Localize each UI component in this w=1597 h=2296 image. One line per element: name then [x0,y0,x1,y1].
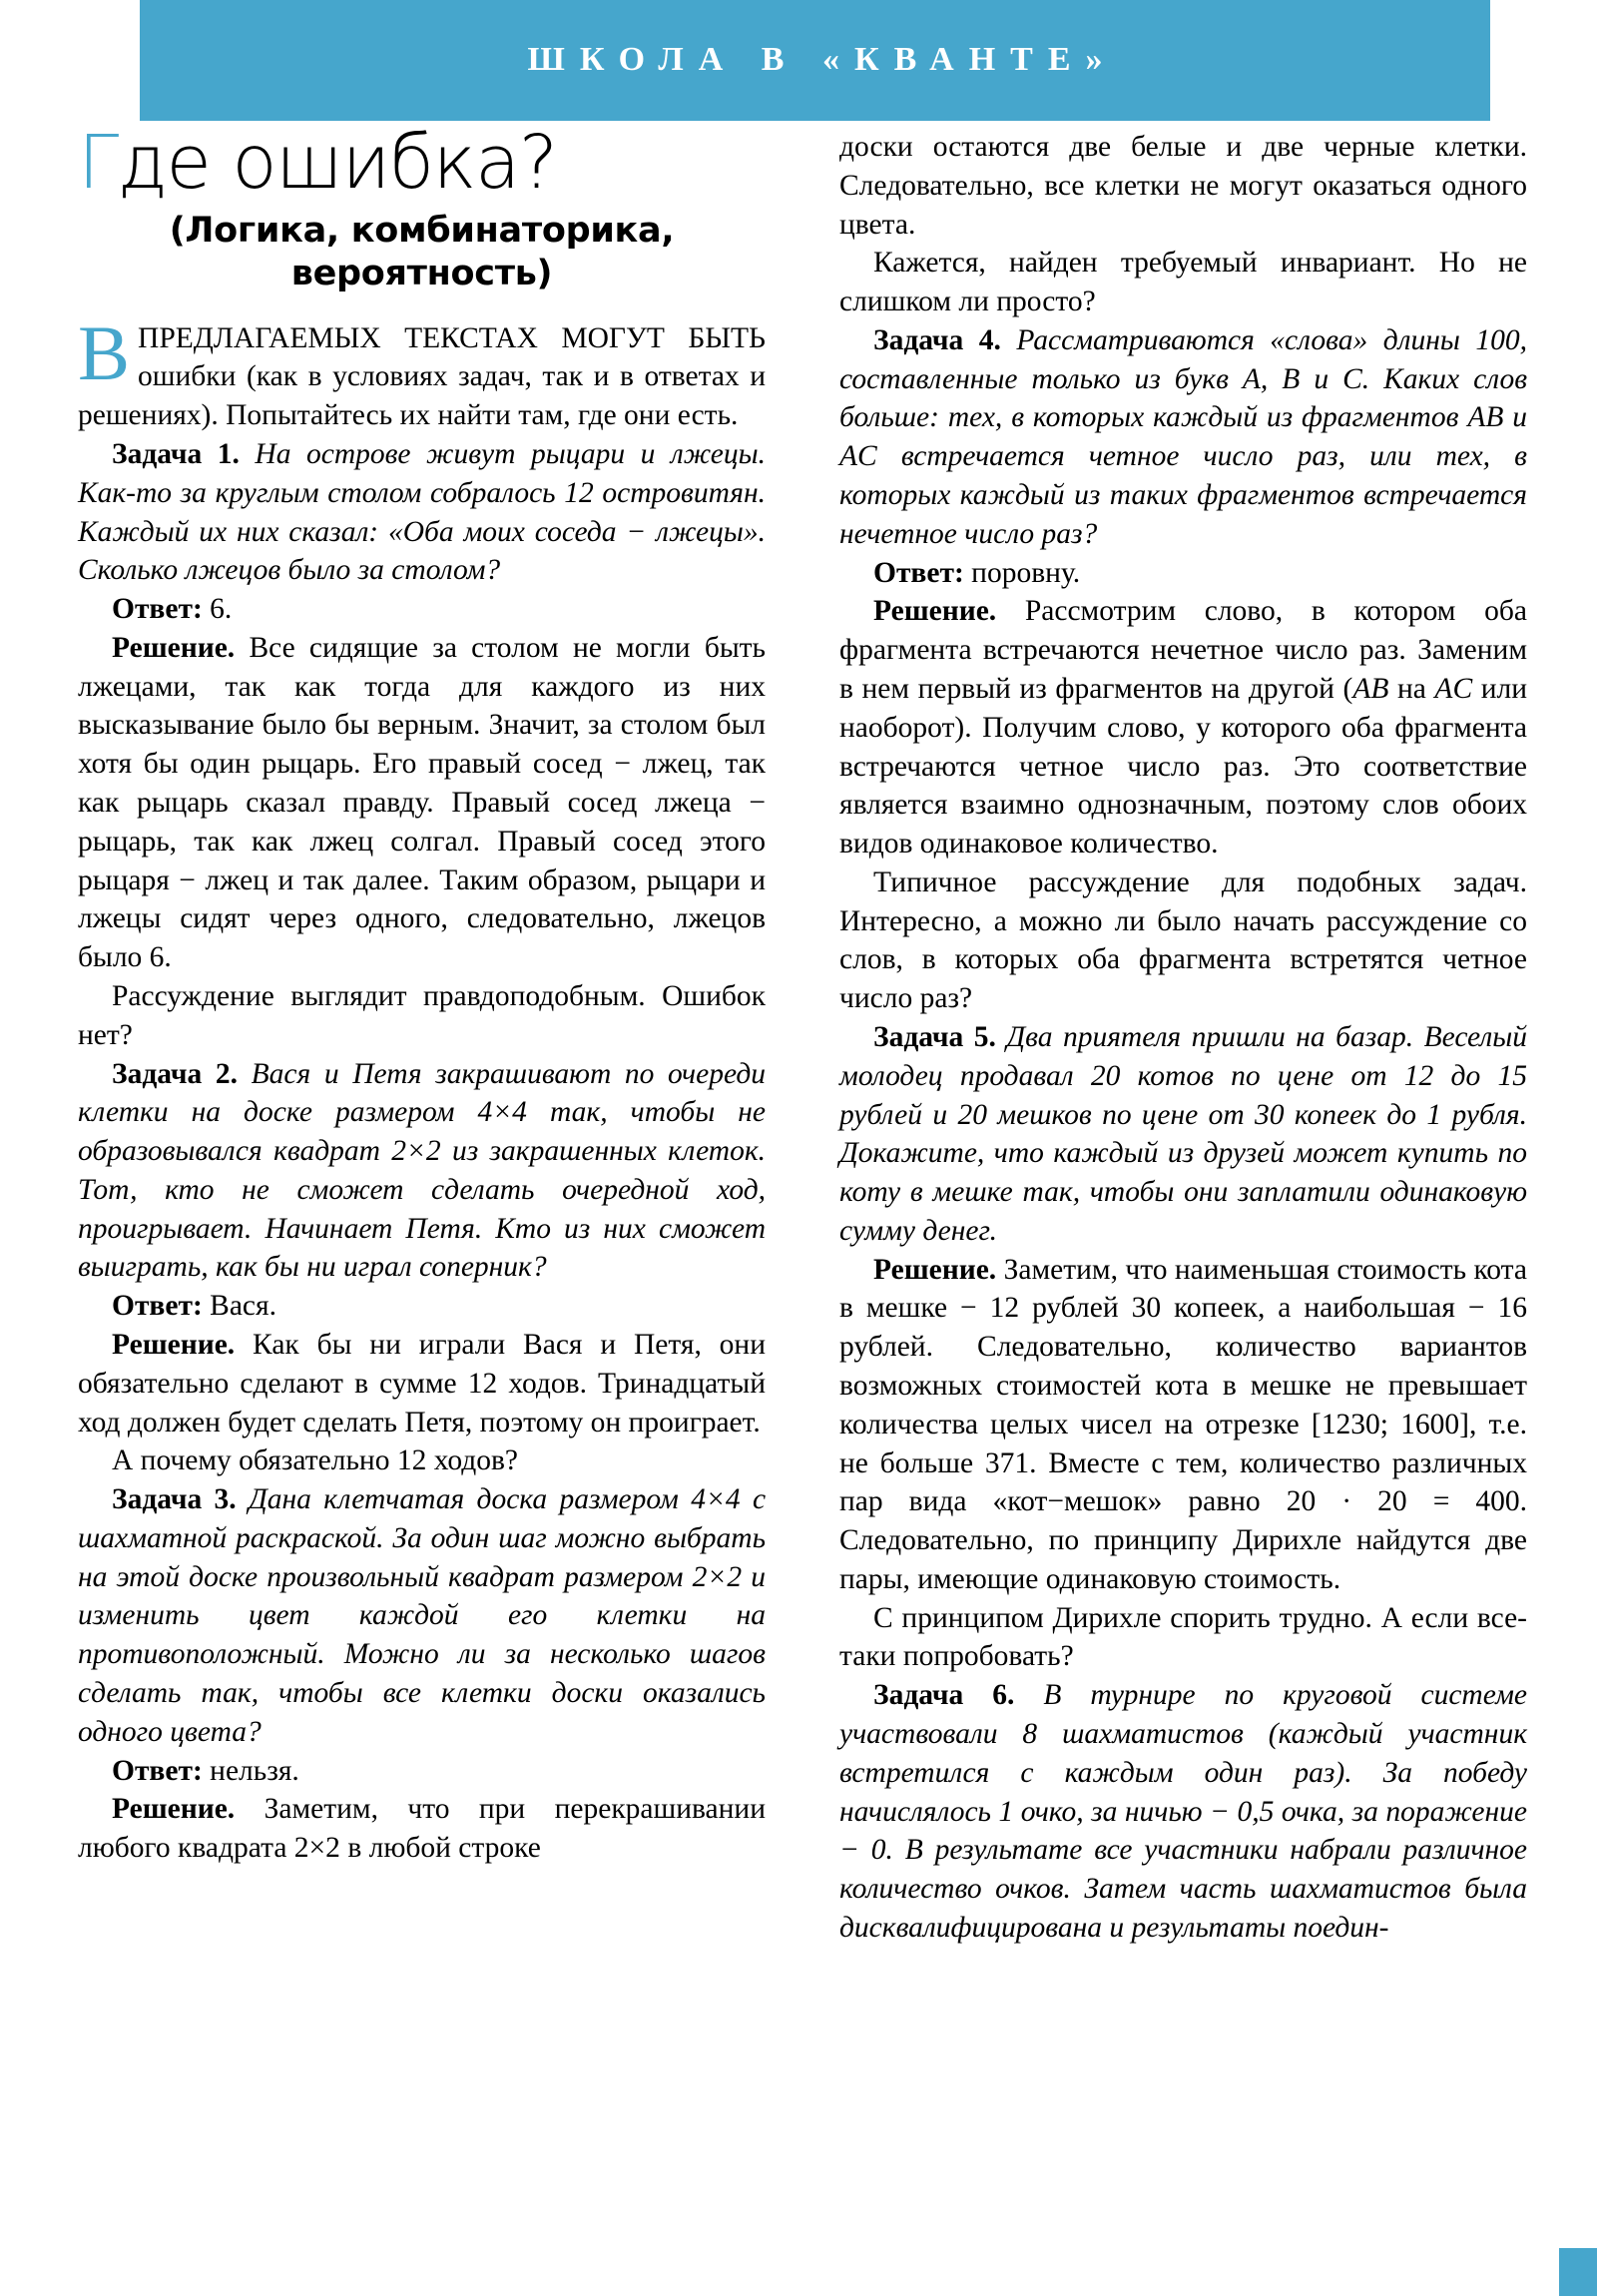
task-4-fragment-2: AC [1434,672,1473,705]
answer-label-2: Ответ: [112,1290,203,1323]
solution-label: Решение. [112,631,236,664]
task-1-statement [78,435,766,590]
task-2-text-c: из закрашенных клеток. Тот, кто не сможет сделать очередной ход, проигрывает. Начинает Петя. Кто из них сможет выиграть, как бы ни играл соперник? [78,1135,767,1284]
task-2-text-a: Вася и Петя закрашивают по очереди клетки на доске размером [78,1057,766,1129]
remark-2: А почему обязательно 12 ходов? [112,1444,519,1477]
intro-small-caps: ПРЕДЛАГАЕМЫХ ТЕКСТАХ МОГУТ БЫТЬ [138,321,766,354]
task-2-answer-value: Вася. [210,1290,276,1323]
task-5-formula: 20 · 20 = 400 [1286,1485,1520,1518]
task-1-label: Задача 1. [112,438,240,471]
page-subtitle [78,210,766,294]
title-rest: де ошибка? [117,120,557,206]
task-3-size-2: 2×2 [692,1560,743,1593]
answer-label-3: Ответ: [112,1754,203,1787]
subtitle-line-2: вероятность) [290,253,553,293]
solution-label-2: Решение. [112,1328,236,1361]
task-3-size-1: 4×4 [691,1483,741,1516]
solution-label-5: Решение. [873,1253,997,1286]
answer-label: Ответ: [112,593,203,626]
task-4-solution-text-b: на [1388,672,1435,705]
task-6-label: Задача 6. [873,1679,1015,1712]
task-3-text-b: с шахматной раскраской. За один шаг можно выбрать на этой доске произвольный квадрат размером [78,1483,767,1593]
task-3-solution-text-b: в любой строке [347,1832,541,1865]
task-3-statement [78,1480,766,1751]
task-5-statement [839,1018,1527,1251]
task-2-solution [78,1326,766,1441]
task-4-solution [839,592,1527,862]
intro-paragraph [78,308,766,435]
task-2-answer [78,1287,766,1326]
task-5-label: Задача 5. [873,1020,996,1053]
task-1-solution-text: Все сидящие за столом не могли быть лжецами, так как тогда для каждого из них высказывание было бы верным. Значит, за столом был хотя бы один рыцарь. Его правый сосед − лжец, так как рыцарь сказал правду. Правый сосед лжеца − рыцарь, так как лжец солгал. Правый сосед этого рыцаря − лжец и так далее. Таким образом, рыцари и лжецы сидят через одного, следовательно, лжецов было 6. [78,631,767,974]
task-1-answer-value: 6. [210,593,233,626]
task-3-size-3: 2×2 [293,1832,340,1865]
task-3-text-c: и изменить цвет каждой его клетки на противоположный. Можно ли за несколько шагов сделать так, чтобы все клетки доски оказались одного цвета? [78,1560,767,1748]
task-5-text: Два приятеля пришли на базар. Веселый молодец продавал 20 котов по цене от 12 до 15 рублей и 20 мешков по цене от 30 копеек до 1 рубля. Докажите, что каждый из друзей может купить по коту в мешке так, чтобы они заплатили одинаковую сумму денег. [839,1020,1527,1247]
left-column [78,120,767,1868]
remark-3: Кажется, найден требуемый инвариант. Но не слишком ли просто? [839,247,1527,318]
task-3-solution-continued: доски остаются две белые и две черные клетки. Следовательно, все клетки не могут оказаться одного цвета. [839,131,1527,241]
banner-title: ШКОЛА В «КВАНТЕ» [527,40,1118,78]
remark-4: Типичное рассуждение для подобных задач. Интересно, а можно ли было начать рассуждение со слов, в которых оба фрагмента встретятся четное число раз? [839,865,1527,1015]
solution-label-3: Решение. [112,1793,236,1826]
task-1-text: На острове живут рыцари и лжецы. Как-то за круглым столом собралось 12 островитян. Каждый их них сказал: «Оба моих соседа − лжецы». Сколько лжецов было за столом? [78,438,766,587]
task-4-label: Задача 4. [873,323,1001,356]
answer-label-4: Ответ: [873,556,964,589]
task-3-answer-value: нельзя. [210,1754,299,1787]
task-3-label: Задача 3. [112,1483,237,1516]
task-2-label: Задача 2. [112,1057,238,1090]
page-corner-marker [1559,2248,1597,2296]
task-3-answer [78,1752,766,1791]
task-5-solution [839,1251,1527,1599]
task-4-answer [839,554,1527,593]
task-2-text-b: так, чтобы не образовывался квадрат [78,1096,766,1168]
solution-label-4: Решение. [873,595,997,628]
task-3-text-a: Дана клетчатая доска размером [249,1483,679,1516]
subtitle-line-1: (Логика, комбинаторика, [169,211,675,252]
task-2-size-2: 2×2 [391,1135,441,1168]
task-3-solution [78,1790,766,1868]
task-4-text: Рассматриваются «слова» длины 100, составленные только из букв A, B и C. Каких слов больше: тех, в которых каждый из фрагментов AB и AC встречается четное число раз, или тех, в которых каждый из таких фрагментов встречается нечетное число раз? [839,323,1527,550]
task-4-statement [839,321,1527,554]
task-6-statement [839,1676,1527,1947]
drop-cap: В [78,308,131,396]
task-5-solution-text-a: Заметим, что наименьшая стоимость кота в мешке − 12 рублей 30 копеек, а наибольшая − 16 рублей. Следовательно, количество вариантов возможных стоимостей кота в мешке не превышает количества целых чисел на отрезке [1230; 1600], т.е. не больше 371. Вместе с тем, количество различных пар вида «кот−мешок» равно [839,1253,1528,1518]
task-4-fragment-1: AB [1352,672,1389,705]
task-3-solution-text-a: Заметим, что при перекрашивании любого квадрата [78,1793,767,1865]
task-4-solution-text-a: Рассмотрим слово, в котором оба фрагмента встречаются нечетное число раз. Заменим в нем первый из фрагментов на другой ( [839,595,1528,705]
task-2-size-1: 4×4 [477,1096,527,1129]
task-4-solution-text-c: или наоборот). Получим слово, у которого оба фрагмента встречаются четное число раз. Это соответствие является взаимно однозначным, поэтому слов обоих видов одинаковое количество. [839,672,1528,861]
task-2-solution-text: Как бы ни играли Вася и Петя, они обязательно сделают в сумме 12 ходов. Тринадцатый ход должен будет сделать Петя, поэтому он проиграет. [78,1328,766,1438]
task-6-text: В турнире по круговой системе участвовали 8 шахматистов (каждый участник встретился с каждым один раз). За победу начислялось 1 очко, за ничью − 0,5 очка, за поражение − 0. В результате все участники набрали различное количество очков. Затем часть шахматистов была дисквалифицирована и результаты поедин- [839,1679,1528,1944]
remark-5: С принципом Дирихле спорить трудно. А если все-таки попробовать? [839,1601,1527,1673]
right-column [839,128,1527,1948]
task-1-answer [78,590,766,629]
article-columns [78,120,1528,2274]
title-drop-letter: Г [78,120,118,206]
task-5-solution-text-b: . Следовательно, по принципу Дирихле найдутся две пары, имеющие одинаковую стоимость. [839,1485,1527,1595]
task-4-answer-value: поровну. [971,556,1081,589]
task-1-solution [78,629,766,977]
remark-1: Рассуждение выглядит правдоподобным. Ошибок нет? [78,979,766,1051]
page-title [78,120,766,206]
section-banner [140,0,1490,121]
intro-text: ошибки (как в условиях задач, так и в ответах и решениях). Попытайтесь их найти там, где они есть. [78,360,766,432]
task-2-statement [78,1055,766,1288]
